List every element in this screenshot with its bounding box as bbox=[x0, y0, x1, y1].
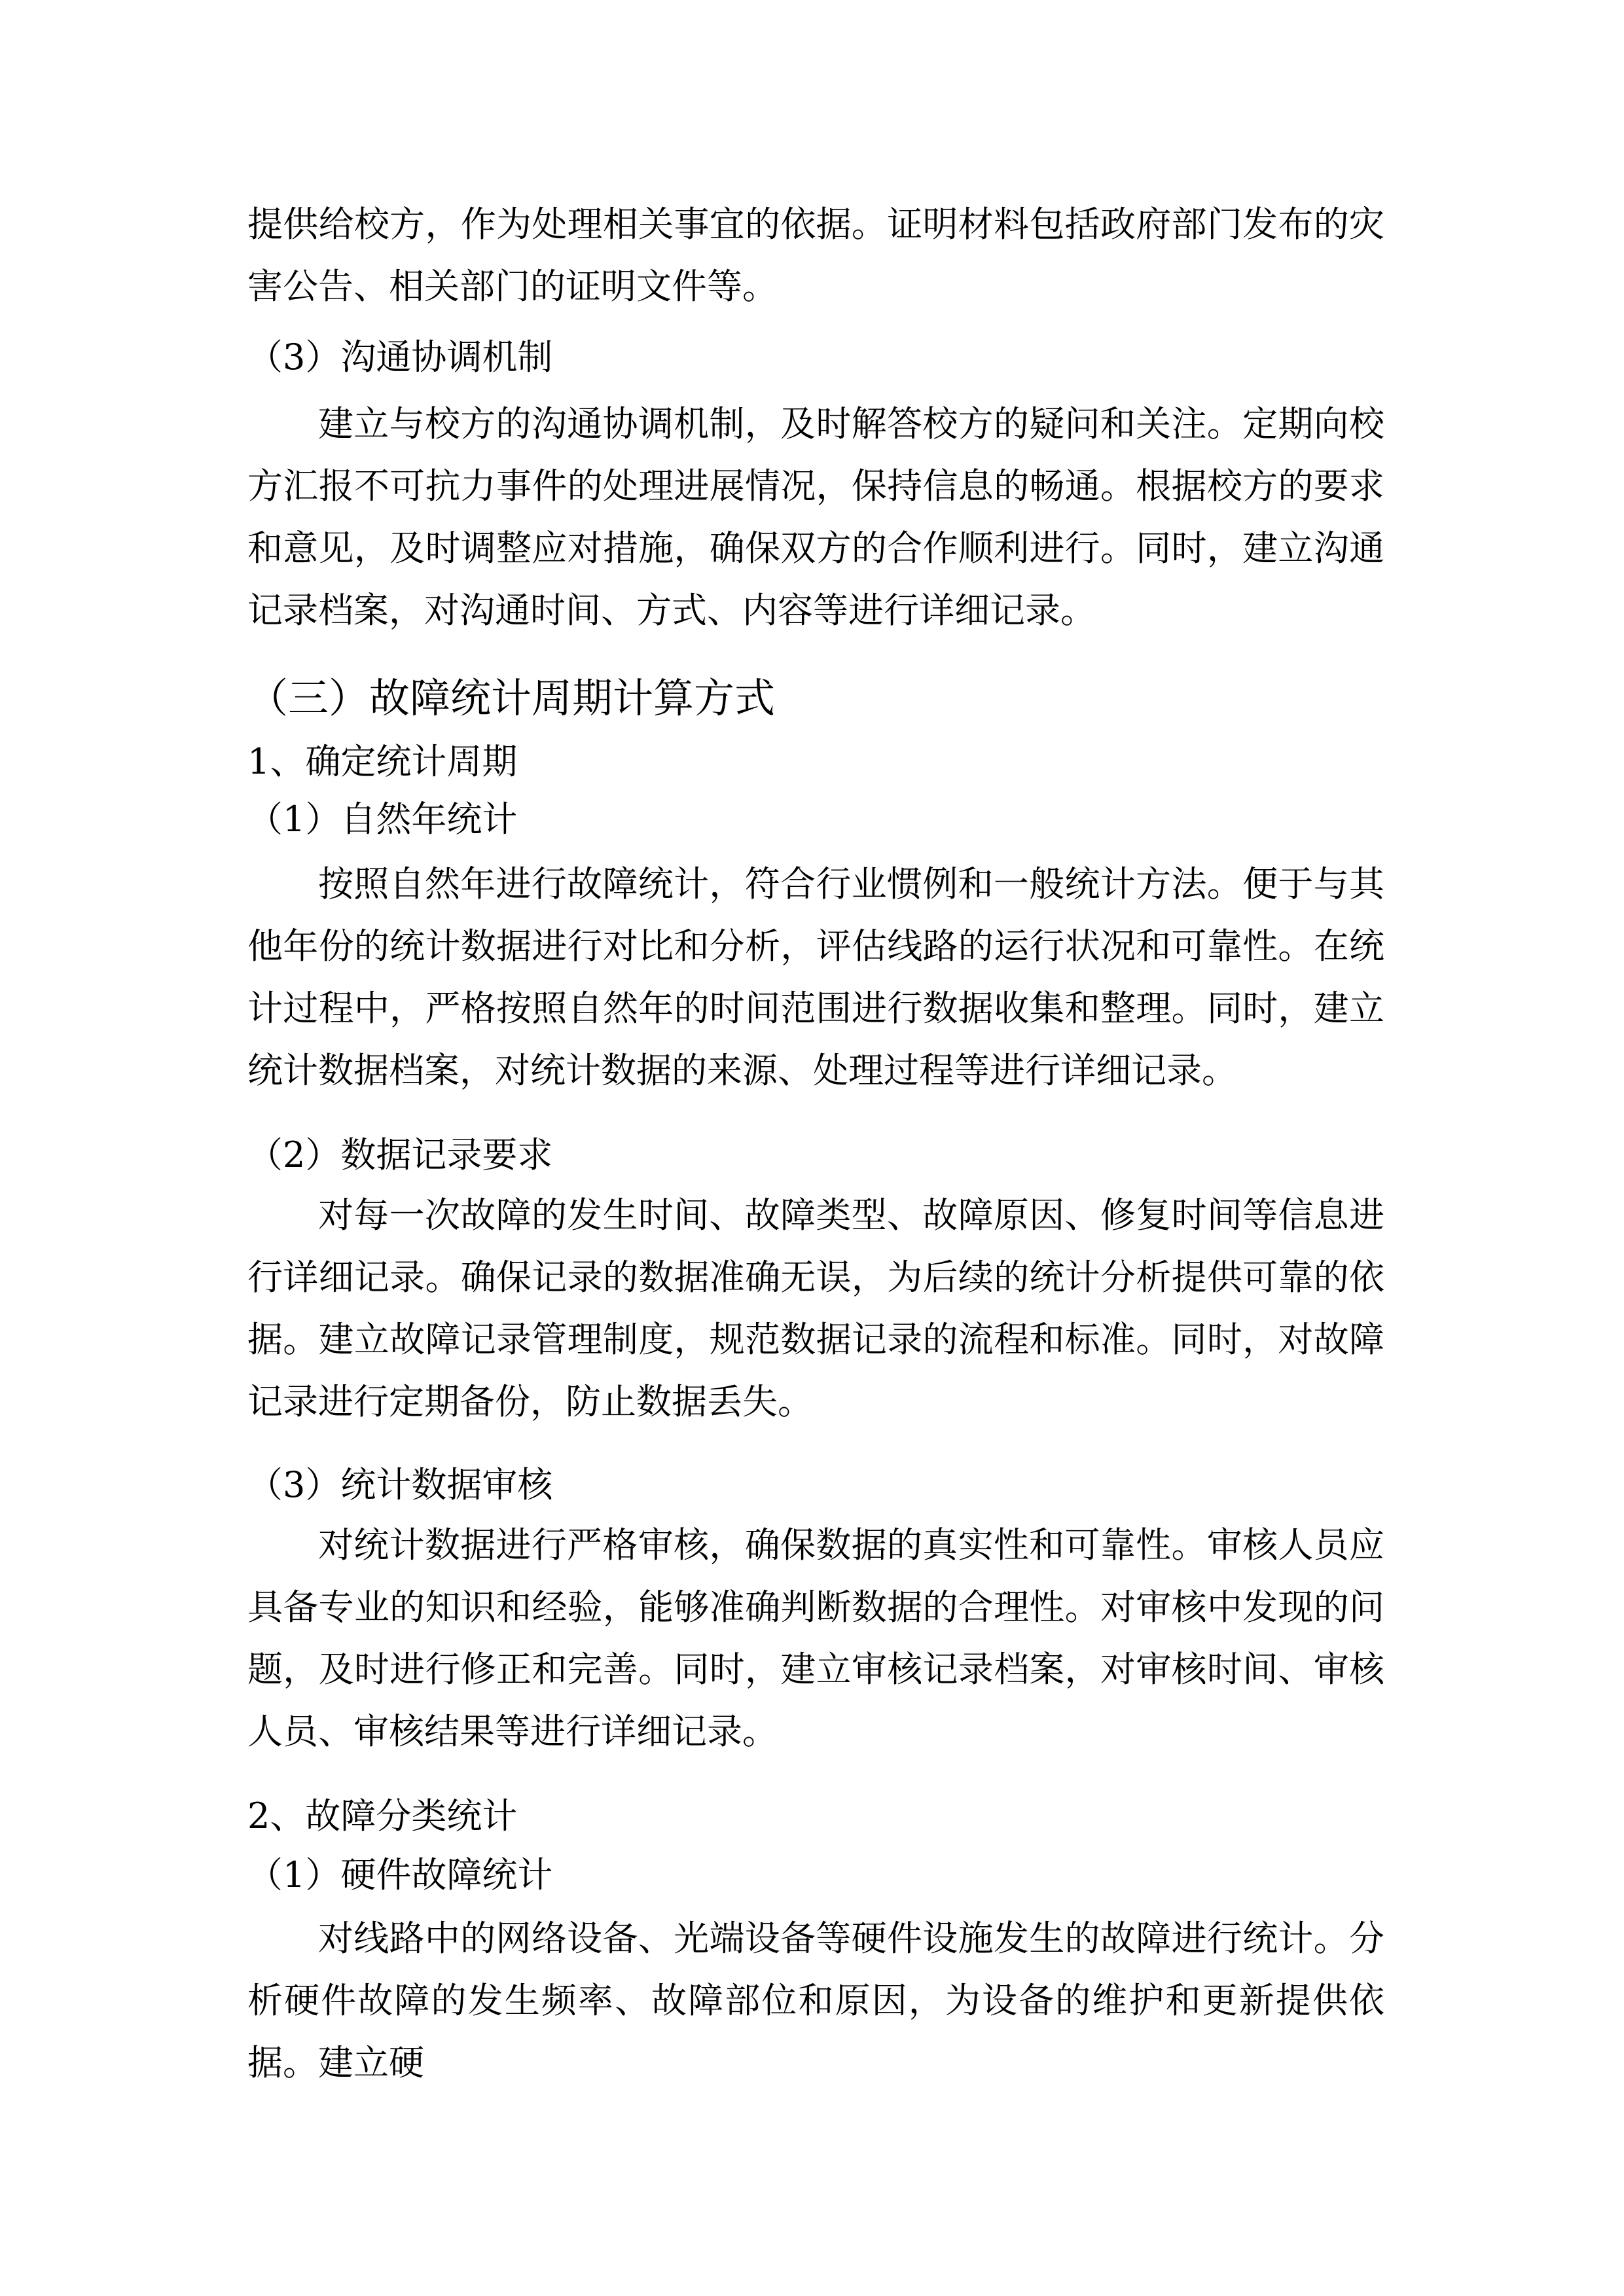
heading-period: 1、确定统计周期 bbox=[247, 741, 518, 782]
subheading-natural-year: （1）自然年统计 bbox=[247, 798, 518, 840]
paragraph-hardware: 对线路中的网络设备、光端设备等硬件设施发生的故障进行统计。分析硬件故障的发生频率、故障部位和原因，为设备的维护和更新提供依据。建立硬 bbox=[247, 1918, 1384, 2083]
subheading-data-audit: （3）统计数据审核 bbox=[247, 1464, 553, 1505]
paragraph-data-audit: 对统计数据进行严格审核，确保数据的真实性和可靠性。审核人员应具备专业的知识和经验，能够准确判断数据的合理性。对审核中发现的问题，及时进行修正和完善。同时，建立审核记录档案，对审核时间、审核人员、审核结果等进行详细记录。 bbox=[247, 1524, 1384, 1752]
paragraph-natural-year: 按照自然年进行故障统计，符合行业惯例和一般统计方法。便于与其他年份的统计数据进行对比和分析，评估线路的运行状况和可靠性。在统计过程中，严格按照自然年的时间范围进行数据收集和整理。同时，建立统计数据档案，对统计数据的来源、处理过程等进行详细记录。 bbox=[247, 863, 1384, 1091]
subheading-hardware: （1）硬件故障统计 bbox=[247, 1854, 553, 1895]
subheading-communication: （3）沟通协调机制 bbox=[247, 336, 553, 378]
section-heading: （三）故障统计周期计算方式 bbox=[247, 674, 776, 722]
heading-classification: 2、故障分类统计 bbox=[247, 1795, 518, 1837]
paragraph-communication: 建立与校方的沟通协调机制，及时解答校方的疑问和关注。定期向校方汇报不可抗力事件的处理进展情况，保持信息的畅通。根据校方的要求和意见，及时调整应对措施，确保双方的合作顺利进行。同时，建立沟通记录档案，对沟通时间、方式、内容等进行详细记录。 bbox=[247, 403, 1384, 631]
subheading-data-record: （2）数据记录要求 bbox=[247, 1134, 553, 1175]
paragraph-continued: 提供给校方，作为处理相关事宜的依据。证明材料包括政府部门发布的灾害公告、相关部门的证明文件等。 bbox=[247, 204, 1384, 307]
paragraph-data-record: 对每一次故障的发生时间、故障类型、故障原因、修复时间等信息进行详细记录。确保记录的数据准确无误，为后续的统计分析提供可靠的依据。建立故障记录管理制度，规范数据记录的流程和标准。同时，对故障记录进行定期备份，防止数据丢失。 bbox=[247, 1194, 1384, 1422]
